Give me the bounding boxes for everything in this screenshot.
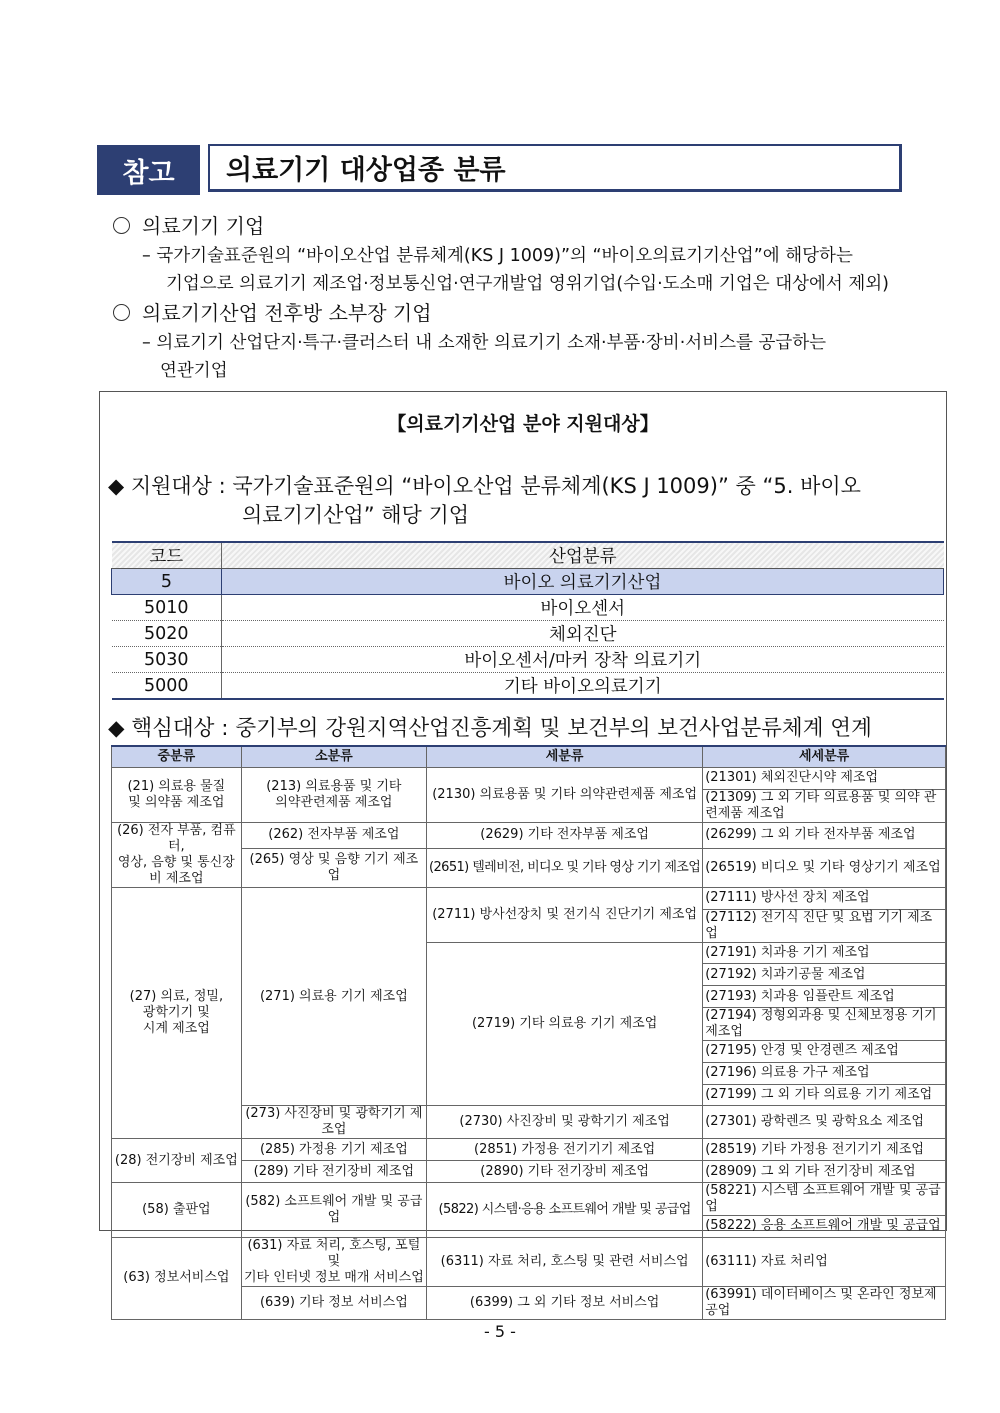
sub-cell: (6399) 그 외 기타 정보 서비스업 [427, 1286, 703, 1319]
page-title [208, 144, 902, 192]
small-cell: (273) 사진장비 및 광학기기 제조업 [241, 1106, 426, 1139]
detail-cell: (58221) 시스템 소프트웨어 개발 및 공급업 [703, 1182, 946, 1215]
small-cell: (271) 의료용 기기 제조업 [241, 887, 426, 1106]
mid-cell: (21) 의료용 물질 및 의약품 제조업 [112, 768, 242, 823]
sub-cell: (2651) 텔레비전, 비디오 및 기타 영상 기기 제조업 [427, 848, 703, 887]
code-cell: 5030 [112, 647, 222, 673]
intro-line: – 의료기기 산업단지·특구·클러스터 내 소재한 의료기기 소재·부품·장비·서비스를 공급하는 [142, 333, 827, 353]
table-row [112, 673, 944, 700]
mid-cell: (28) 전기장비 제조업 [112, 1139, 242, 1183]
sub-cell: (6311) 자료 처리, 호스팅 및 관련 서비스업 [427, 1237, 703, 1286]
box-title: 【의료기기산업 분야 지원대상】 [387, 413, 659, 435]
header-cell: 세세분류 [703, 746, 946, 768]
table-row [112, 595, 944, 621]
page-title-text: 의료기기 대상업종 분류 [226, 155, 506, 186]
detail-cell: (63111) 자료 처리업 [703, 1237, 946, 1286]
table-row [112, 768, 946, 790]
circle-bullet-icon [113, 304, 130, 321]
detail-cell: (27301) 광학렌즈 및 광학요소 제조업 [703, 1106, 946, 1139]
detail-cell: (27193) 치과용 임플란트 제조업 [703, 986, 946, 1008]
table-row [112, 1182, 946, 1215]
small-cell: (289) 기타 전기장비 제조업 [241, 1161, 426, 1183]
detail-cell: (27199) 그 외 기타 의료용 기기 제조업 [703, 1084, 946, 1106]
small-cell: (265) 영상 및 음향 기기 제조업 [241, 848, 426, 887]
bullet-text: 의료기기 기업 [142, 214, 265, 238]
sub-cell: (2711) 방사선장치 및 전기식 진단기기 제조업 [427, 887, 703, 942]
sub-cell: (2719) 기타 의료용 기기 제조업 [427, 942, 703, 1106]
small-cell: (582) 소프트웨어 개발 및 공급업 [241, 1182, 426, 1237]
bullet-medical-device-company [113, 210, 264, 239]
table-row [112, 822, 946, 848]
header-cell: 소분류 [241, 746, 426, 768]
sub-cell: (2130) 의료용품 및 기타 의약관련제품 제조업 [427, 768, 703, 823]
sub-cell: (2890) 기타 전기장비 제조업 [427, 1161, 703, 1183]
bullet-text: 의료기기산업 전후방 소부장 기업 [142, 301, 432, 325]
reference-tag: 참고 [97, 145, 200, 195]
detail-cell: (28519) 기타 가정용 전기기기 제조업 [703, 1139, 946, 1161]
small-cell: (639) 기타 정보 서비스업 [241, 1286, 426, 1319]
table-row [112, 569, 944, 595]
small-cell: (213) 의료용품 및 기타 의약관련제품 제조업 [241, 768, 426, 823]
detail-cell: (27195) 안경 및 안경렌즈 제조업 [703, 1040, 946, 1062]
small-cell: (262) 전자부품 제조업 [241, 822, 426, 848]
intro-line: 기업으로 의료기기 제조업·정보통신업·연구개발업 영위기업(수입·도소매 기업은 대상에서 제외) [166, 274, 890, 294]
sub-cell: (2629) 기타 전자부품 제조업 [427, 822, 703, 848]
code-cell: 5010 [112, 595, 222, 621]
category-cell: 바이오센서/마커 장착 의료기기 [222, 647, 944, 673]
mid-cell: (63) 정보서비스업 [112, 1237, 242, 1319]
small-cell: (631) 자료 처리, 호스팅, 포털 및 기타 인터넷 정보 매개 서비스업 [241, 1237, 426, 1286]
target1-line: 의료기기산업” 해당 기업 [242, 503, 470, 527]
code-cell: 5000 [112, 673, 222, 700]
detail-cell: (63991) 데이터베이스 및 온라인 정보제공업 [703, 1286, 946, 1319]
table-row [112, 1139, 946, 1161]
detail-cell: (27112) 전기식 진단 및 요법 기기 제조업 [703, 909, 946, 942]
category-cell: 체외진단 [222, 621, 944, 647]
code-table [111, 541, 944, 700]
header-cell: 산업분류 [222, 542, 944, 569]
code-cell: 5020 [112, 621, 222, 647]
detail-cell: (21301) 체외진단시약 제조업 [703, 768, 946, 790]
target1-line: ◆ 지원대상 : 국가기술표준원의 “바이오산업 분류체계(KS J 1009)” 중 “5. 바이오 [108, 474, 861, 498]
code-cell: 5 [112, 569, 222, 595]
table-header-row [112, 542, 944, 569]
circle-bullet-icon [113, 217, 130, 234]
detail-cell: (27196) 의료용 가구 제조업 [703, 1062, 946, 1084]
detail-cell: (28909) 그 외 기타 전기장비 제조업 [703, 1161, 946, 1183]
header-cell: 코드 [112, 542, 222, 569]
category-cell: 기타 바이오의료기기 [222, 673, 944, 700]
table-row [112, 647, 944, 673]
sub-cell: (2730) 사진장비 및 광학기기 제조업 [427, 1106, 703, 1139]
detail-cell: (21309) 그 외 기타 의료용품 및 의약 관련제품 제조업 [703, 789, 946, 822]
header-cell: 세분류 [427, 746, 703, 768]
detail-cell: (27111) 방사선 장치 제조업 [703, 887, 946, 909]
header-cell: 중분류 [112, 746, 242, 768]
classification-table [111, 745, 946, 1320]
detail-cell: (27192) 치과기공물 제조업 [703, 964, 946, 986]
intro-line: 연관기업 [160, 361, 228, 381]
detail-cell: (27191) 치과용 기기 제조업 [703, 942, 946, 964]
detail-cell: (26519) 비디오 및 기타 영상기기 제조업 [703, 848, 946, 887]
mid-cell: (58) 출판업 [112, 1182, 242, 1237]
target2-line: ◆ 핵심대상 : 중기부의 강원지역산업진흥계획 및 보건부의 보건사업분류체계 연계 [108, 716, 872, 741]
mid-cell: (26) 전자 부품, 컴퓨터, 영상, 음향 및 통신장비 제조업 [112, 822, 242, 887]
intro-line: – 국가기술표준원의 “바이오산업 분류체계(KS J 1009)”의 “바이오의료기기산업”에 해당하는 [142, 246, 853, 266]
sub-cell: (5822) 시스템·응용 소프트웨어 개발 및 공급업 [427, 1182, 703, 1237]
detail-cell: (27194) 정형외과용 및 신체보정용 기기 제조업 [703, 1007, 946, 1040]
mid-cell: (27) 의료, 정밀, 광학기기 및 시계 제조업 [112, 887, 242, 1139]
sub-cell: (2851) 가정용 전기기기 제조업 [427, 1139, 703, 1161]
table-row [112, 887, 946, 909]
table-row [112, 1237, 946, 1286]
detail-cell: (58222) 응용 소프트웨어 개발 및 공급업 [703, 1215, 946, 1237]
category-cell: 바이오 의료기기산업 [222, 569, 944, 595]
page-number: - 5 - [484, 1322, 516, 1341]
detail-cell: (26299) 그 외 기타 전자부품 제조업 [703, 822, 946, 848]
bullet-supply-chain-company [113, 297, 432, 326]
small-cell: (285) 가정용 기기 제조업 [241, 1139, 426, 1161]
category-cell: 바이오센서 [222, 595, 944, 621]
table-header-row [112, 746, 946, 768]
table-row [112, 621, 944, 647]
